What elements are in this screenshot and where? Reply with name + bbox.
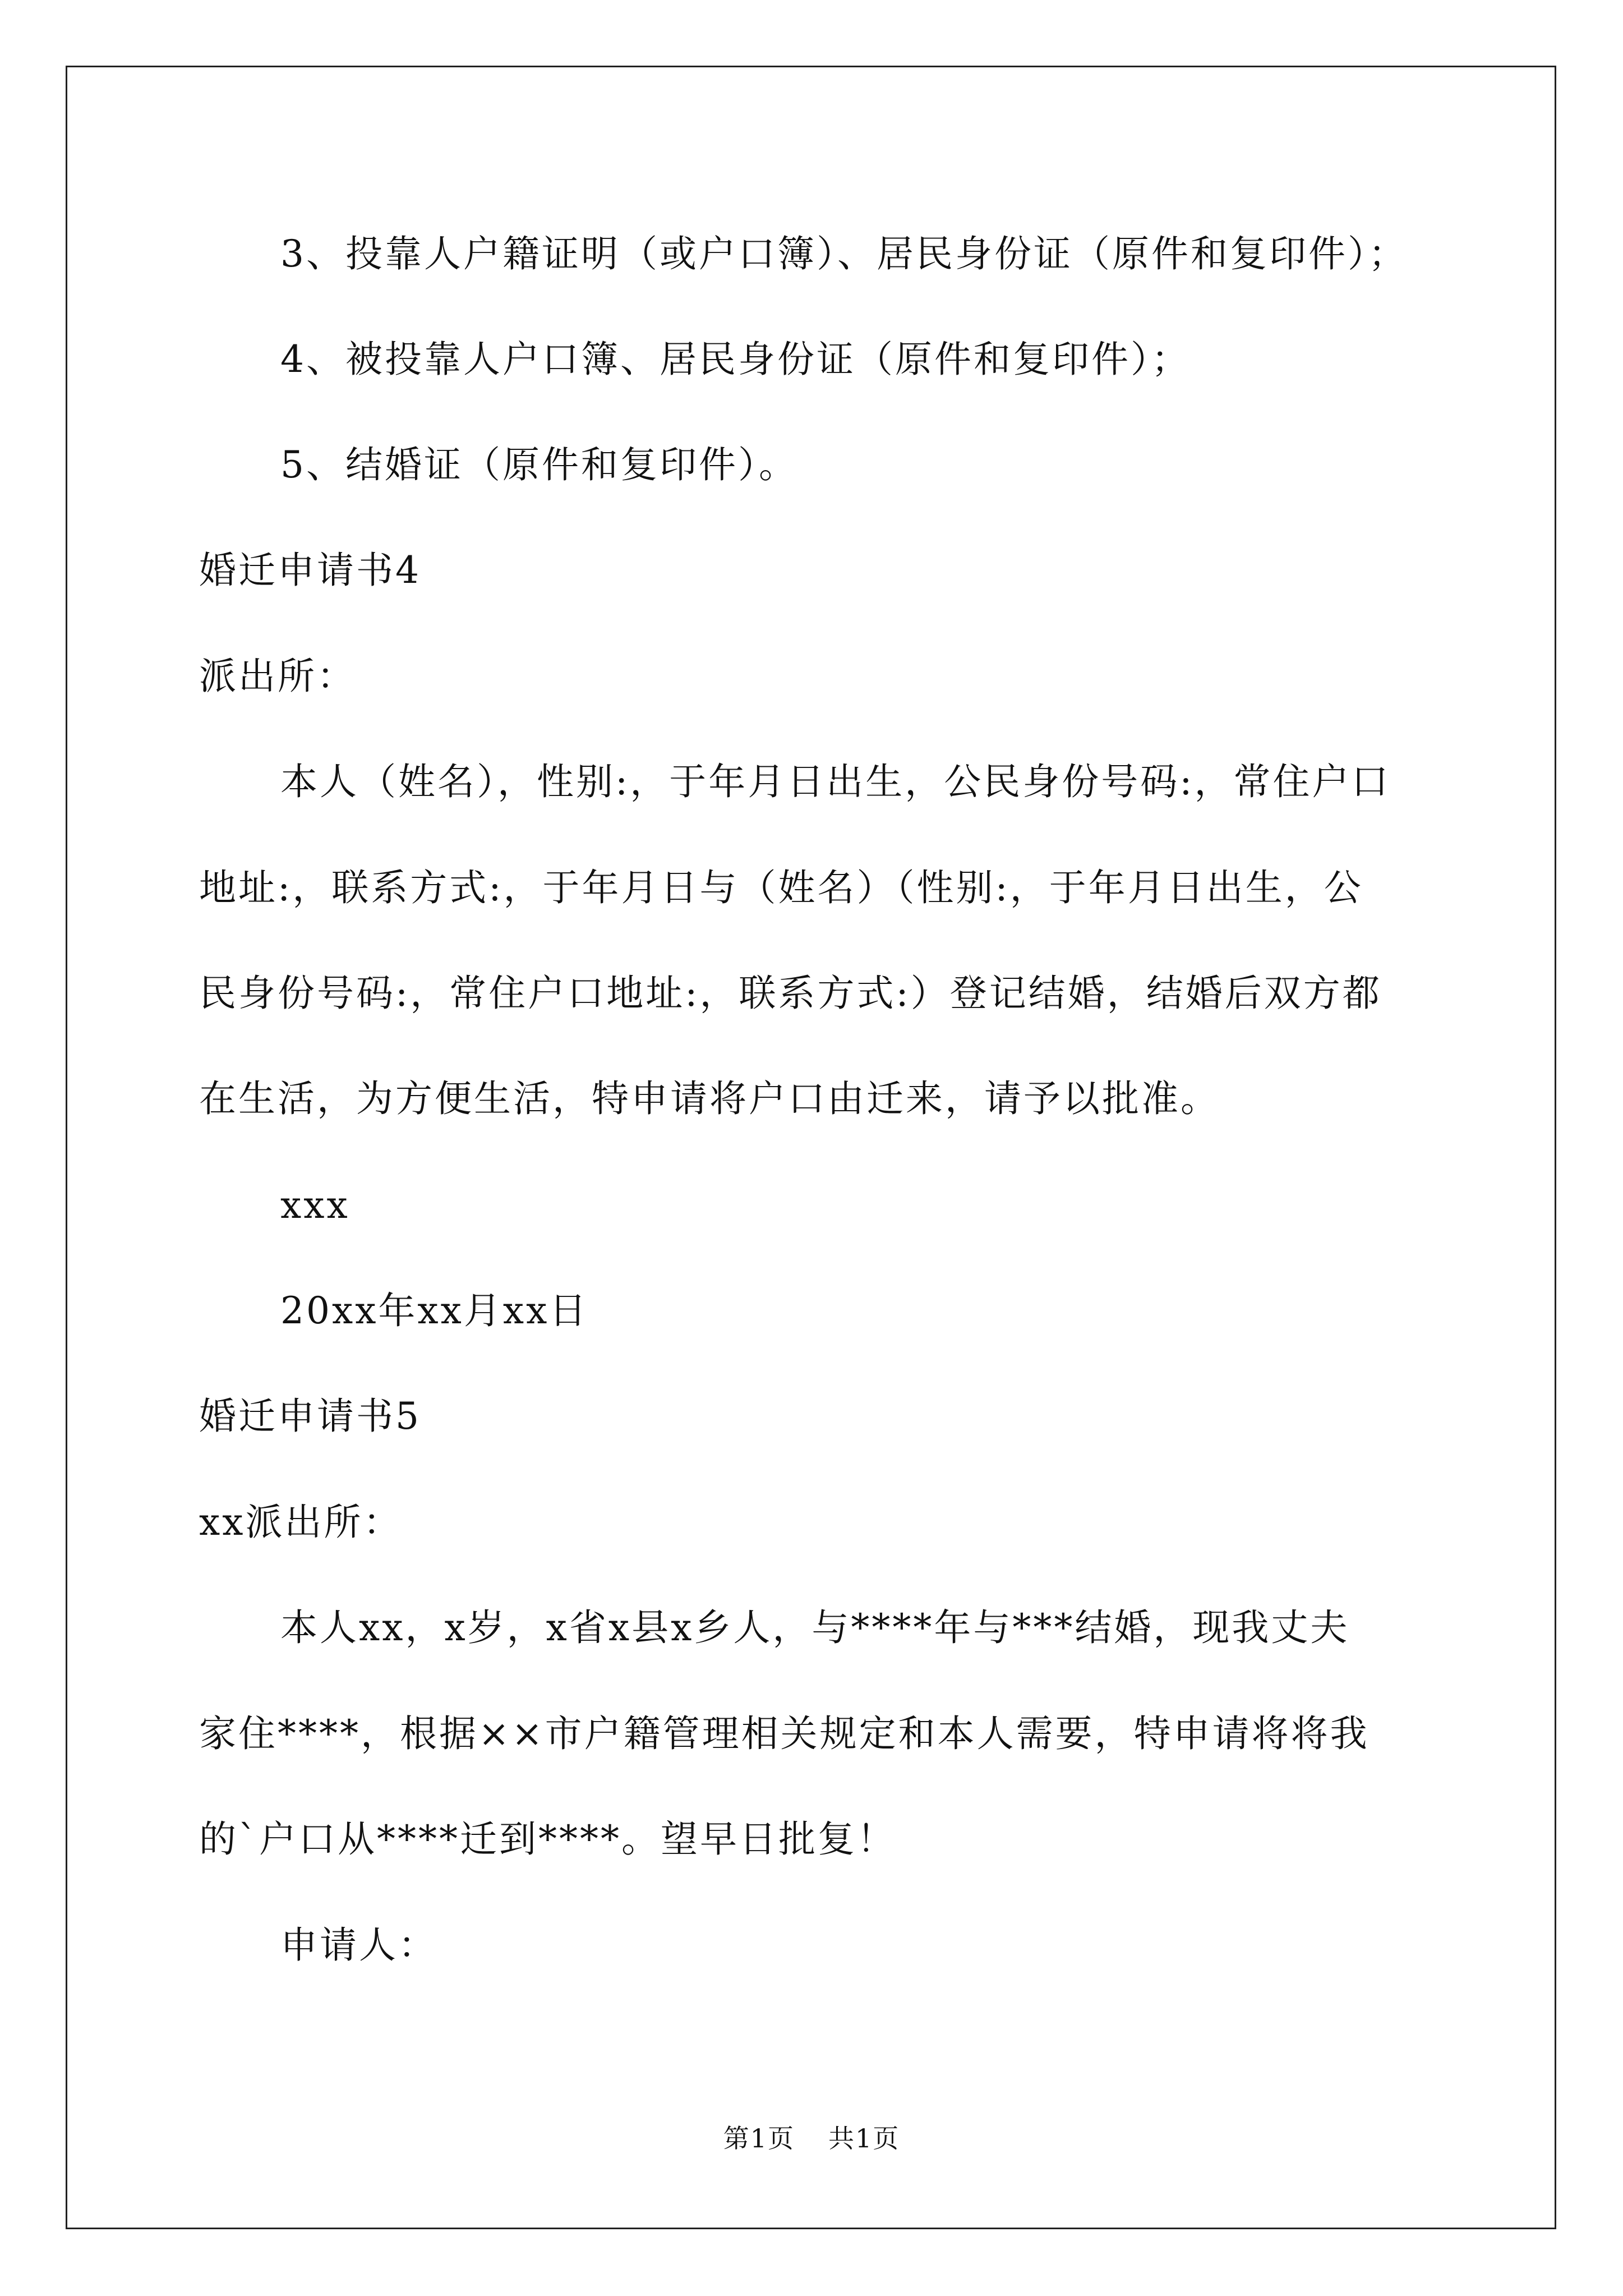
page-footer [0, 2122, 1623, 2155]
body-paragraph-line: 在生活，为方便生活，特申请将户口由迁来，请予以批准。 [199, 1077, 1220, 1120]
recipient-police-station: xx派出所： [199, 1501, 403, 1544]
signature-date: 20xx年xx月xx日 [280, 1289, 589, 1332]
page-number: 第1页 [723, 2123, 795, 2154]
total-pages: 共1页 [828, 2123, 900, 2154]
applicant-label: 申请人： [280, 1924, 437, 1967]
list-item-household-proof: 3、投靠人户籍证明（或户口簿）、居民身份证（原件和复印件）； [280, 232, 1408, 275]
list-item-sponsor-documents: 4、被投靠人户口簿、居民身份证（原件和复印件）； [280, 338, 1191, 381]
recipient-police-station: 派出所： [199, 655, 356, 698]
page-border [66, 66, 1556, 2229]
body-paragraph-line: 地址:，联系方式:，于年月日与（姓名）（性别:，于年月日出生，公 [199, 866, 1363, 909]
body-paragraph-line: 本人xx，x岁，x省x县x乡人，与****年与***结婚，现我丈夫 [280, 1606, 1350, 1649]
body-paragraph-line: 的`户口从****迁到****。望早日批复！ [199, 1818, 896, 1861]
list-item-marriage-certificate: 5、结婚证（原件和复印件）。 [280, 443, 798, 486]
section-heading-application-5: 婚迁申请书5 [199, 1395, 421, 1438]
body-paragraph-line: 民身份号码:，常住户口地址:，联系方式:）登记结婚，结婚后双方都 [199, 972, 1382, 1015]
signature-name: xxx [280, 1184, 350, 1227]
section-heading-application-4: 婚迁申请书4 [199, 549, 421, 592]
body-paragraph-line: 本人（姓名），性别:，于年月日出生，公民身份号码:，常住户口 [280, 760, 1391, 803]
body-paragraph-line: 家住****，根据××市户籍管理相关规定和本人需要，特申请将将我 [199, 1712, 1370, 1755]
